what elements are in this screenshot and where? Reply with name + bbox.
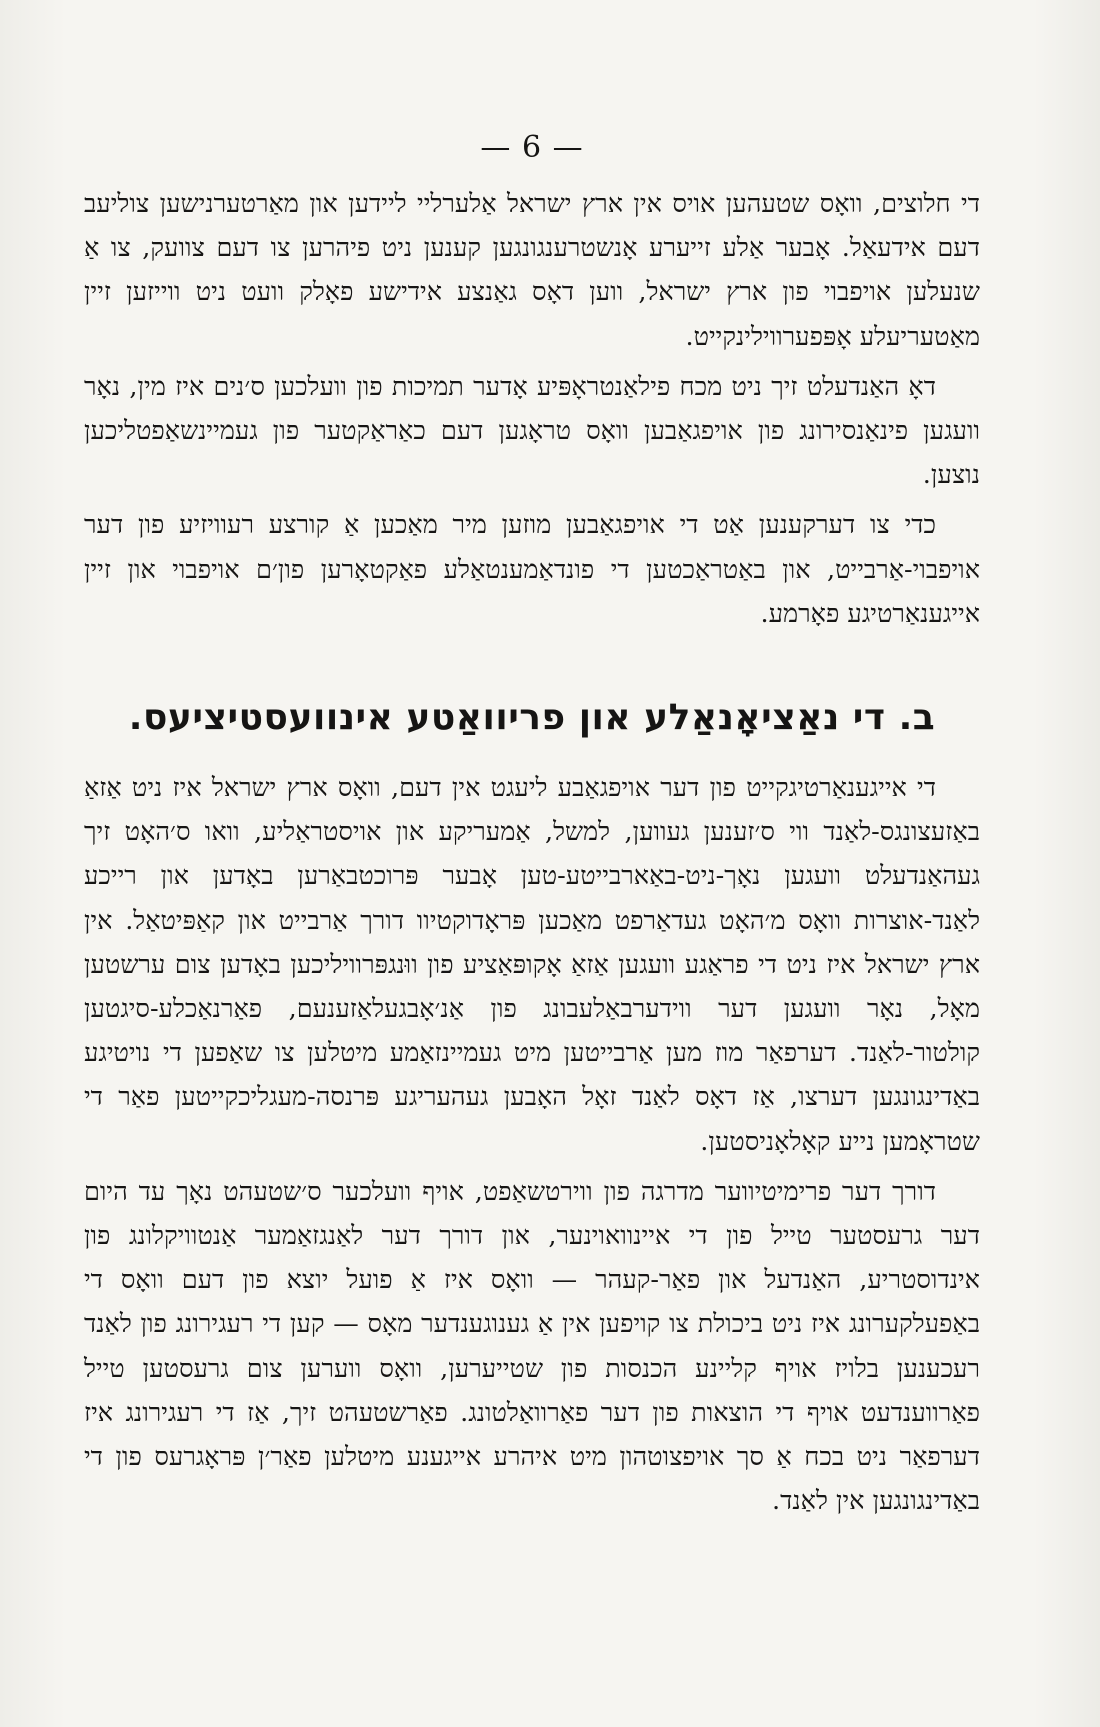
paragraph-3: כדי צו דערקענען אַט די אויפגאַבען מוזען מיר מאַכען אַ קורצע רעוויזיע פון דער אויפבוי-אַרבייט, און באַטראַכטען די פונדאַמענטאַלע פאַקטאָרען פון׳ם אויפבוי און זיין אייגענאַרטיגע פאָרמע. <box>84 510 980 629</box>
paragraph-4: די אייגענאַרטיגקייט פון דער אויפגאַבע ליעגט אין דעם, וואָס ארץ ישראל איז ניט אַזאַ באַזעצונגס-לאַנד ווי ס׳זענען געווען, למשל, אַמעריקע און אויסטראַליע, וואו ס׳האָט זיך געהאַנדעלט וועגען נאָך-ניט-באַארבייטע-טען אָבער פּרוכטבאַרען באָדען און רייכע לאַנד-אוצרות וואָס מ׳האָט געדאַרפט מאַכען פּראָדוקטיוו דורך אַרבייט און קאַפּיטאַל. אין ארץ ישראל איז ניט די פראַגע וועגען אַזאַ אָקופּאַציע פון ווּנגפּרוויליכען באָדען צום ערשטען מאָל, נאָר וועגען דער ווידערבאַלעבונג פון אַנ׳אָבגעלאַזענעם, פאַרנאַכלע-סיגטען קולטור-לאַנד. דערפאַר מוז מען אַרבייטען מיט געמיינזאַמע מיטלען צו שאַפען די נויטיגע באַדינגונגען דערצו, אַז דאָס לאַנד זאָל האָבען געהעריגע פּרנסה-מעגליכקייטען פאַר די שטראָמען נייע קאָלאָניסטען. <box>84 773 980 1157</box>
paragraph-1: די חלוצים, וואָס שטעהען אויס אין ארץ ישראל אַלערליי ליידען און מאַרטערנישען צוליעב דעם אידעאַל. אָבער אַלע זייערע אָנשטרענגונגען קענען ניט פיהרען צו דעם צוועק, צו אַ שנעלען אויפבוי פון ארץ ישראל, ווען דאָס גאַנצע אידישע פאָלק וועט ניט ווייזען זיין מאַטעריעלע אָפּפערווילינקייט. <box>84 189 980 352</box>
paragraph-2: דאָ האַנדעלט זיך ניט מכח פילאַנטראָפּיע אָדער תמיכות פון וועלכען ס׳נים איז מין, נאָר וועגען פינאַנסירונג פון אויפגאַבען וואָס טראָגען דעם כאַראַקטער פון געמיינשאַפטליכען נוצען. <box>84 371 980 491</box>
page-number: — 6 — <box>480 130 584 165</box>
section-heading: ב. די נאַציאָנאַלע און פריוואַטע אינוועסטיציעס. <box>128 697 936 739</box>
paragraph-5: דורך דער פרימיטיווער מדרגה פון ווירטשאַפט, אויף וועלכער ס׳שטעהט נאָך עד היום דער גרעסטער טייל פון די איינוואוינער, און דורך דער לאַנגזאַמער אַנטוויקלונג פון אינדוסטריע, האַנדעל און פאַר-קעהר — וואָס איז אַ פועל יוצא פון דעם וואָס די באַפעלקערונג איז ניט ביכולת צו קויפען אין אַ גענוגענדער מאָס — קען די רעגירונג פון לאַנד רעכענען בלויז אויף קליינע הכנסות פון שטייערען, וואָס ווערען צום גרעסטען טייל פאַרווענדעט אויף די הוצאות פון דער פאַרוואַלטונג. פאַרשטעהט זיך, אַז די רעגירונג איז דערפאַר ניט בכח אַ סך אויפצוטהון מיט איהרע אייגענע מיטלען פאַר׳ן פּראָגרעס פון די באַדינגונגען אין לאַנד. <box>84 1176 980 1517</box>
